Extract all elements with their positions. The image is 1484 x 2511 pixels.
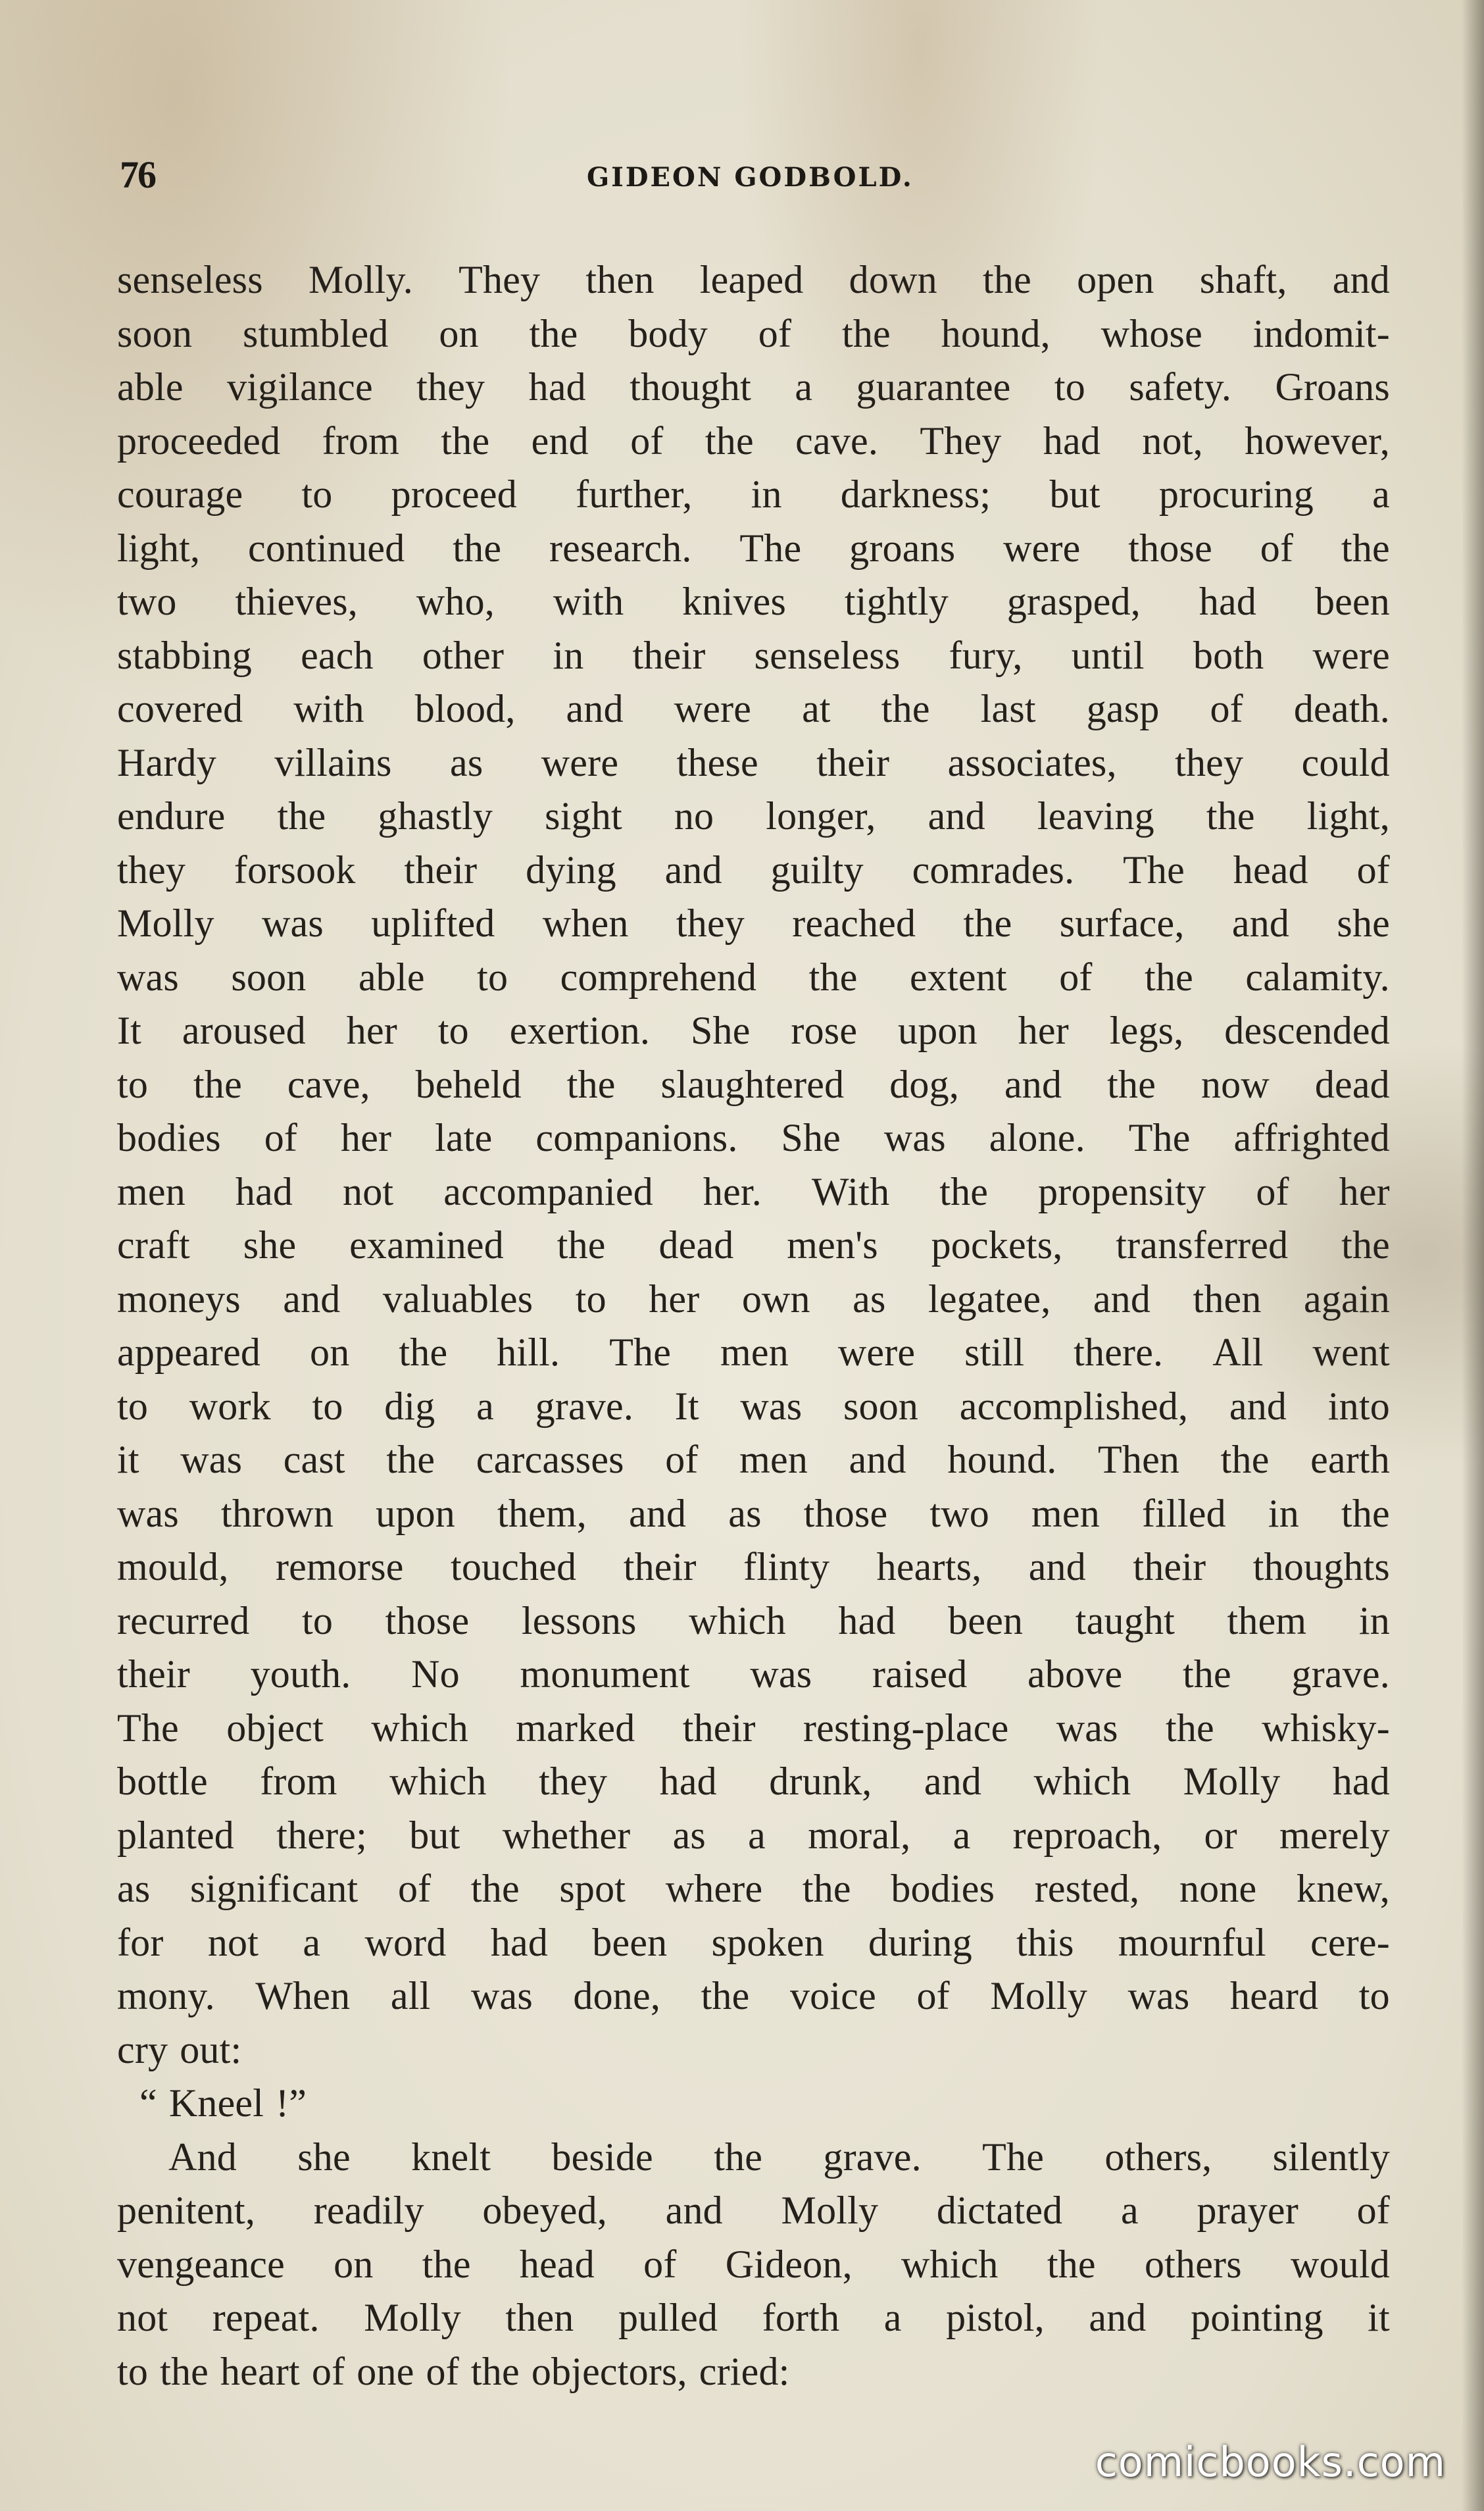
text-line: cry out: — [117, 2027, 242, 2071]
text-line: And she knelt beside the grave. The others, silently — [168, 2135, 1390, 2179]
text-line: vengeance on the head of Gideon, which the others would — [117, 2242, 1390, 2286]
text-line: stabbing each other in their senseless fury, until both were — [117, 633, 1390, 677]
page-number: 76 — [120, 153, 155, 196]
text-line: two thieves, who, with knives tightly grasped, had been — [117, 580, 1390, 623]
text-line: appeared on the hill. The men were still there. All went — [117, 1331, 1390, 1374]
text-line: light, continued the research. The groans were those of the — [117, 526, 1390, 570]
text-line: Molly was uplifted when they reached the surface, and she — [117, 901, 1390, 945]
text-line: bodies of her late companions. She was alone. The affrighted — [117, 1116, 1390, 1159]
text-line: Hardy villains as were these their associates, they could — [117, 740, 1390, 784]
text-line: recurred to those lessons which had been taught them in — [117, 1598, 1390, 1642]
text-line: covered with blood, and were at the last gasp of death. — [117, 687, 1390, 730]
text-line: senseless Molly. They then leaped down the open shaft, and — [117, 258, 1390, 301]
text-line: courage to proceed further, in darkness; but procuring a — [117, 472, 1390, 516]
text-line: able vigilance they had thought a guarantee to safety. Groans — [117, 365, 1390, 409]
text-line: not repeat. Molly then pulled forth a pistol, and pointing it — [117, 2296, 1390, 2339]
text-line: it was cast the carcasses of men and hound. Then the earth — [117, 1438, 1390, 1481]
watermark: comicbooks.com — [1095, 2438, 1446, 2486]
text-line: proceeded from the end of the cave. They had not, however, — [117, 419, 1390, 463]
text-line: they forsook their dying and guilty comrades. The head of — [117, 848, 1390, 892]
body-text — [117, 253, 1390, 2398]
text-line: men had not accompanied her. With the propensity of her — [117, 1169, 1390, 1213]
text-line: was thrown upon them, and as those two men filled in the — [117, 1491, 1390, 1535]
page-header — [120, 153, 1027, 205]
text-line: bottle from which they had drunk, and which Molly had — [117, 1760, 1390, 1803]
text-line: for not a word had been spoken during this mournful cere- — [117, 1920, 1390, 1964]
text-line: soon stumbled on the body of the hound, whose indomit- — [117, 311, 1390, 355]
text-line: as significant of the spot where the bodies rested, none knew, — [117, 1867, 1390, 1910]
text-line: “ Kneel !” — [139, 2081, 307, 2125]
text-line: to work to dig a grave. It was soon accomplished, and into — [117, 1384, 1390, 1428]
text-line: craft she examined the dead men's pockets, transferred the — [117, 1223, 1390, 1267]
text-line: The object which marked their resting-place was the whisky- — [117, 1706, 1390, 1750]
text-line: penitent, readily obeyed, and Molly dictated a prayer of — [117, 2189, 1390, 2232]
text-line: to the cave, beheld the slaughtered dog, and the now dead — [117, 1062, 1390, 1106]
text-line: to the heart of one of the objectors, cried: — [117, 2349, 790, 2393]
text-line: mould, remorse touched their flinty hearts, and their thoughts — [117, 1545, 1390, 1588]
text-line: endure the ghastly sight no longer, and leaving the light, — [117, 794, 1390, 838]
text-line: planted there; but whether as a moral, a reproach, or merely — [117, 1813, 1390, 1857]
page-edge-shadow — [1462, 0, 1484, 2511]
text-line: mony. When all was done, the voice of Molly was heard to — [117, 1974, 1390, 2017]
text-line: was soon able to comprehend the extent of the calamity. — [117, 955, 1390, 999]
running-head: GIDEON GODBOLD. — [587, 162, 914, 193]
text-line: their youth. No monument was raised above the grave. — [117, 1652, 1390, 1696]
text-line: moneys and valuables to her own as legatee, and then again — [117, 1277, 1390, 1321]
text-line: It aroused her to exertion. She rose upon her legs, descended — [117, 1009, 1390, 1052]
